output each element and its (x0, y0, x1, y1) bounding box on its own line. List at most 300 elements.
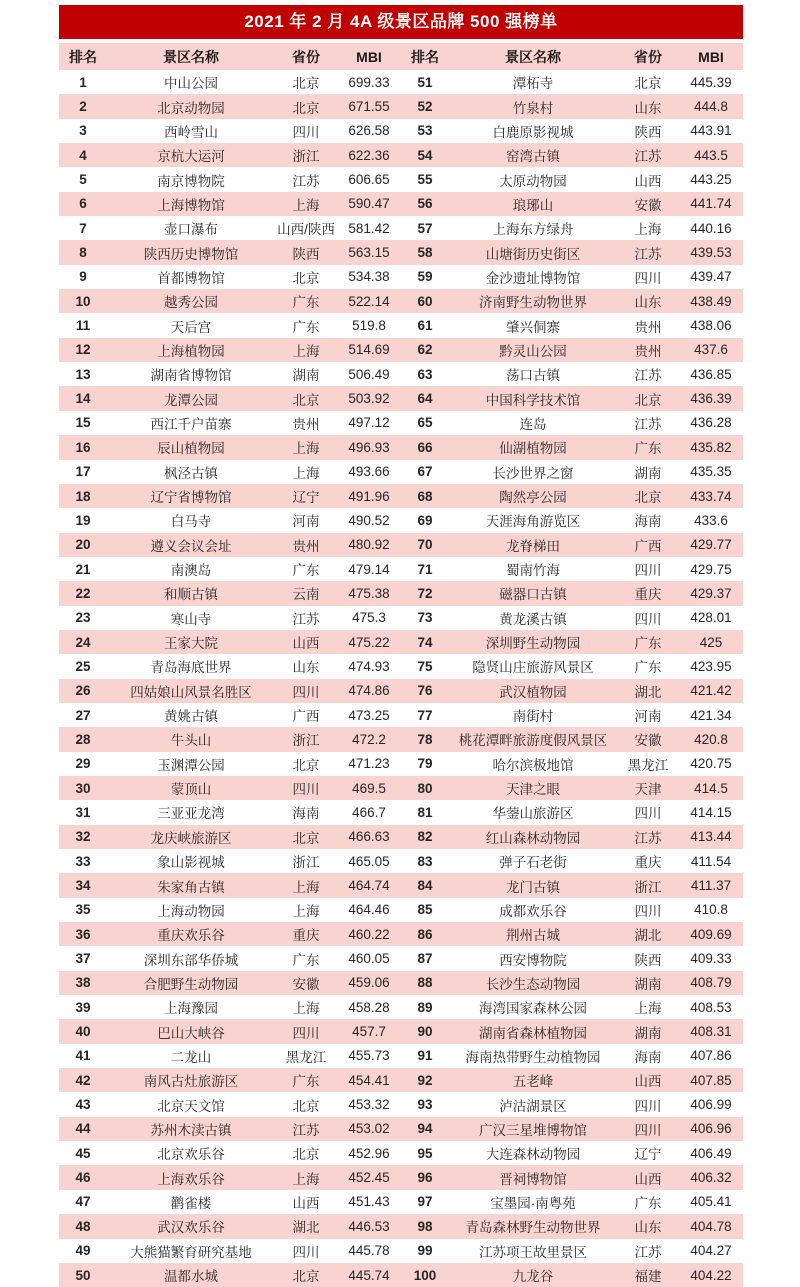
mbi-cell: 452.45 (337, 1165, 401, 1189)
province-cell: 云南 (275, 581, 337, 605)
table-row (59, 995, 743, 1019)
scenic-name-cell: 龙门古镇 (449, 873, 617, 897)
province-cell: 北京 (617, 484, 679, 508)
province-cell: 北京 (275, 94, 337, 118)
province-cell: 福建 (617, 1263, 679, 1287)
scenic-name-cell: 辽宁省博物馆 (107, 484, 275, 508)
province-cell: 重庆 (617, 581, 679, 605)
scenic-name-cell: 连岛 (519, 416, 547, 432)
rank-cell: 64 (401, 386, 449, 410)
rank-cell: 22 (59, 581, 107, 605)
province-cell: 陕西 (634, 124, 662, 140)
table-row (59, 192, 743, 216)
rank-cell: 79 (417, 756, 433, 772)
table-row (59, 1214, 743, 1238)
province-cell: 广西 (617, 533, 679, 557)
mbi-cell: 404.22 (679, 1263, 743, 1287)
rank-cell: 18 (59, 484, 107, 508)
mbi-cell: 466.63 (337, 825, 401, 849)
rank-cell: 5 (79, 172, 87, 188)
rank-cell: 4 (59, 143, 107, 167)
scenic-name-cell: 玉渊潭公园 (157, 757, 225, 773)
mbi-cell: 409.69 (679, 922, 743, 946)
province-cell: 广东 (617, 630, 679, 654)
rank-cell: 76 (401, 679, 449, 703)
province-cell: 山西 (634, 173, 662, 189)
scenic-name-cell: 青岛海底世界 (150, 660, 232, 676)
scenic-name-cell: 荡口古镇 (506, 368, 560, 384)
province-cell: 上海 (275, 1165, 337, 1189)
header-province-left: 省份 (275, 43, 337, 70)
table-row (59, 460, 743, 484)
province-cell: 广东 (292, 952, 320, 968)
scenic-name-cell: 寒山寺 (170, 611, 212, 627)
province-cell: 北京 (292, 757, 320, 773)
province-cell: 广东 (634, 1195, 662, 1211)
province-cell: 天津 (617, 776, 679, 800)
province-cell: 上海 (275, 338, 337, 362)
scenic-name-cell: 和顺古镇 (107, 581, 275, 605)
province-cell: 江苏 (617, 240, 679, 264)
province-cell: 河南 (292, 514, 320, 530)
mbi-cell: 441.74 (679, 192, 743, 216)
province-cell: 山东 (292, 660, 320, 676)
province-cell: 黑龙江 (285, 1049, 327, 1065)
rank-cell: 2 (59, 94, 107, 118)
province-cell: 浙江 (275, 143, 337, 167)
rank-cell: 36 (59, 922, 107, 946)
mbi-cell: 408.79 (679, 971, 743, 995)
province-cell: 浙江 (292, 855, 320, 871)
mbi-cell: 475.38 (337, 581, 401, 605)
mbi-cell: 471.23 (348, 756, 390, 772)
province-cell: 四川 (634, 806, 662, 822)
rank-cell: 1 (79, 74, 87, 90)
rank-cell: 29 (75, 756, 91, 772)
scenic-name-cell: 湖南省博物馆 (150, 368, 232, 384)
rank-cell: 31 (75, 804, 91, 820)
mbi-cell: 437.6 (679, 338, 743, 362)
table-row (59, 703, 743, 727)
mbi-cell: 420.75 (690, 756, 732, 772)
mbi-cell: 514.69 (337, 338, 401, 362)
ranking-table (59, 43, 743, 1287)
mbi-cell: 475.22 (337, 630, 401, 654)
rank-cell: 37 (75, 951, 91, 967)
scenic-name-cell: 济南野生动物世界 (449, 289, 617, 313)
rank-cell: 6 (59, 192, 107, 216)
scenic-name-cell: 京杭大运河 (107, 143, 275, 167)
mbi-cell: 454.41 (337, 1068, 401, 1092)
mbi-cell: 460.05 (348, 951, 390, 967)
table-row (59, 1019, 743, 1043)
header-province-right: 省份 (617, 43, 679, 70)
table-row (59, 167, 743, 191)
table-row (59, 898, 743, 922)
scenic-name-cell: 上海植物园 (107, 338, 275, 362)
scenic-name-cell: 象山影视城 (157, 855, 225, 871)
province-cell: 上海 (292, 903, 320, 919)
table-row (59, 70, 743, 94)
mbi-cell: 474.86 (337, 679, 401, 703)
mbi-cell: 436.28 (690, 415, 732, 431)
scenic-name-cell: 金沙遗址博物馆 (485, 270, 581, 286)
province-cell: 陕西 (275, 240, 337, 264)
mbi-cell: 406.32 (679, 1165, 743, 1189)
rank-cell: 20 (59, 533, 107, 557)
rank-cell: 33 (75, 853, 91, 869)
province-cell: 四川 (275, 776, 337, 800)
province-cell: 北京 (617, 386, 679, 410)
mbi-cell: 581.42 (348, 220, 390, 236)
table-row (59, 654, 743, 678)
rank-cell: 48 (59, 1214, 107, 1238)
rank-cell: 15 (75, 415, 91, 431)
mbi-cell: 433.6 (694, 512, 728, 528)
rank-cell: 65 (417, 415, 433, 431)
table-row (59, 313, 743, 337)
province-cell: 北京 (292, 270, 320, 286)
scenic-name-cell: 牛头山 (107, 727, 275, 751)
province-cell: 辽宁 (634, 1147, 662, 1163)
province-cell: 广东 (292, 319, 320, 335)
mbi-cell: 490.52 (348, 512, 390, 528)
province-cell: 广东 (275, 289, 337, 313)
rank-cell: 32 (59, 825, 107, 849)
province-cell: 四川 (634, 903, 662, 919)
scenic-name-cell: 成都欢乐谷 (499, 903, 567, 919)
mbi-cell: 622.36 (337, 143, 401, 167)
province-cell: 湖南 (617, 971, 679, 995)
rank-cell: 95 (417, 1145, 433, 1161)
province-cell: 广东 (634, 660, 662, 676)
scenic-name-cell: 陕西历史博物馆 (107, 240, 275, 264)
mbi-cell: 414.5 (679, 776, 743, 800)
table-row (59, 946, 743, 970)
table-row (59, 1263, 743, 1287)
mbi-cell: 459.06 (337, 971, 401, 995)
mbi-cell: 404.78 (679, 1214, 743, 1238)
province-cell: 河南 (634, 709, 662, 725)
rank-cell: 85 (417, 902, 433, 918)
province-cell: 四川 (634, 563, 662, 579)
rank-cell: 77 (417, 707, 433, 723)
province-cell: 贵州 (634, 319, 662, 335)
province-cell: 江苏 (617, 825, 679, 849)
province-cell: 四川 (634, 611, 662, 627)
scenic-name-cell: 首都博物馆 (157, 270, 225, 286)
rank-cell: 30 (59, 776, 107, 800)
rank-cell: 16 (59, 435, 107, 459)
rank-cell: 39 (75, 999, 91, 1015)
scenic-name-cell: 晋祠博物馆 (449, 1165, 617, 1189)
rank-cell: 71 (417, 561, 433, 577)
mbi-cell: 464.74 (337, 873, 401, 897)
mbi-cell: 475.3 (352, 610, 386, 626)
rank-cell: 12 (59, 338, 107, 362)
scenic-name-cell: 二龙山 (170, 1049, 212, 1065)
rank-cell: 53 (417, 123, 433, 139)
scenic-name-cell: 北京动物园 (107, 94, 275, 118)
mbi-cell: 444.8 (679, 94, 743, 118)
mbi-cell: 438.06 (690, 318, 732, 334)
rank-cell: 60 (401, 289, 449, 313)
rank-cell: 55 (417, 172, 433, 188)
province-cell: 江苏 (634, 1244, 662, 1260)
scenic-name-cell: 山塘街历史街区 (449, 240, 617, 264)
scenic-name-cell: 蜀南竹海 (506, 563, 560, 579)
province-cell: 北京 (275, 825, 337, 849)
province-cell: 湖北 (275, 1214, 337, 1238)
table-row (59, 143, 743, 167)
mbi-cell: 414.15 (690, 804, 732, 820)
scenic-name-cell: 青岛森林野生动物世界 (449, 1214, 617, 1238)
rank-cell: 92 (401, 1068, 449, 1092)
scenic-name-cell: 广汉三星堆博物馆 (449, 1117, 617, 1141)
rank-cell: 13 (75, 366, 91, 382)
table-row (59, 240, 743, 264)
province-cell: 江苏 (634, 416, 662, 432)
mbi-cell: 433.74 (679, 484, 743, 508)
rank-cell: 42 (59, 1068, 107, 1092)
table-row (59, 971, 743, 995)
table-row (59, 1092, 743, 1116)
mbi-cell: 438.49 (679, 289, 743, 313)
table-row (59, 776, 743, 800)
province-cell: 山东 (617, 1214, 679, 1238)
province-cell: 山西 (617, 1165, 679, 1189)
scenic-name-cell: 合肥野生动物园 (107, 971, 275, 995)
scenic-name-cell: 中国科学技术馆 (449, 386, 617, 410)
province-cell: 山东 (617, 289, 679, 313)
scenic-name-cell: 朱家角古镇 (107, 873, 275, 897)
mbi-cell: 411.54 (690, 853, 732, 869)
scenic-name-cell: 荆州古城 (449, 922, 617, 946)
rank-cell: 73 (417, 610, 433, 626)
rank-cell: 19 (75, 512, 91, 528)
rank-cell: 24 (59, 630, 107, 654)
province-cell: 贵州 (275, 533, 337, 557)
rank-cell: 62 (401, 338, 449, 362)
province-cell: 山西 (275, 630, 337, 654)
header-scenic-name-right: 景区名称 (449, 43, 617, 70)
scenic-name-cell: 蒙顶山 (107, 776, 275, 800)
mbi-cell: 404.27 (690, 1243, 732, 1259)
scenic-name-cell: 南风古灶旅游区 (107, 1068, 275, 1092)
province-cell: 上海 (275, 873, 337, 897)
mbi-cell: 429.77 (679, 533, 743, 557)
rank-cell: 17 (75, 464, 91, 480)
table-row (59, 1190, 743, 1214)
scenic-name-cell: 北京欢乐谷 (157, 1147, 225, 1163)
scenic-name-cell: 苏州木渎古镇 (107, 1117, 275, 1141)
province-cell: 海南 (634, 514, 662, 530)
province-cell: 浙江 (617, 873, 679, 897)
province-cell: 浙江 (275, 727, 337, 751)
rank-cell: 96 (401, 1165, 449, 1189)
rank-cell: 9 (79, 269, 87, 285)
rank-cell: 40 (59, 1019, 107, 1043)
scenic-name-cell: 温都水城 (107, 1263, 275, 1287)
table-row (59, 922, 743, 946)
scenic-name-cell: 九龙谷 (449, 1263, 617, 1287)
mbi-cell: 457.7 (337, 1019, 401, 1043)
mbi-cell: 406.96 (679, 1117, 743, 1141)
rank-cell: 83 (417, 853, 433, 869)
rank-cell: 26 (59, 679, 107, 703)
table-row (59, 727, 743, 751)
table-row (59, 289, 743, 313)
mbi-cell: 606.65 (348, 172, 390, 188)
scenic-name-cell: 枫泾古镇 (164, 465, 218, 481)
mbi-cell: 465.05 (348, 853, 390, 869)
table-row (59, 849, 743, 873)
table-row (59, 484, 743, 508)
scenic-name-cell: 宝墨园·南粤苑 (490, 1195, 576, 1211)
table-row (59, 873, 743, 897)
rank-cell: 93 (417, 1097, 433, 1113)
mbi-cell: 473.25 (348, 707, 390, 723)
rank-cell: 46 (59, 1165, 107, 1189)
province-cell: 辽宁 (275, 484, 337, 508)
table-row (59, 557, 743, 581)
province-cell: 山西 (617, 1068, 679, 1092)
scenic-name-cell: 桃花潭畔旅游度假风景区 (449, 727, 617, 751)
rank-cell: 28 (59, 727, 107, 751)
scenic-name-cell: 陶然亭公园 (449, 484, 617, 508)
table-row (59, 606, 743, 630)
table-row (59, 581, 743, 605)
mbi-cell: 405.41 (690, 1194, 732, 1210)
mbi-cell: 534.38 (348, 269, 390, 285)
table-row (59, 94, 743, 118)
rank-cell: 57 (417, 220, 433, 236)
mbi-cell: 451.43 (348, 1194, 390, 1210)
province-cell: 重庆 (275, 922, 337, 946)
scenic-name-cell: 白鹿原影视城 (492, 124, 574, 140)
rank-cell: 47 (75, 1194, 91, 1210)
rank-cell: 7 (79, 220, 87, 236)
scenic-name-cell: 上海博物馆 (107, 192, 275, 216)
rank-cell: 11 (75, 318, 91, 334)
scenic-name-cell: 深圳东部华侨城 (143, 952, 239, 968)
page-title: 2021 年 2 月 4A 级景区品牌 500 强榜单 (59, 5, 743, 39)
rank-cell: 3 (79, 123, 87, 139)
rank-cell: 89 (417, 999, 433, 1015)
province-cell: 广东 (617, 435, 679, 459)
mbi-cell: 439.53 (679, 240, 743, 264)
rank-cell: 23 (75, 610, 91, 626)
rank-cell: 43 (75, 1097, 91, 1113)
scenic-name-cell: 隐贤山庄旅游风景区 (472, 660, 594, 676)
province-cell: 江苏 (617, 143, 679, 167)
scenic-name-cell: 泸沽湖景区 (499, 1098, 567, 1114)
table-row (59, 1117, 743, 1141)
province-cell: 黑龙江 (627, 757, 669, 773)
scenic-name-cell: 磁器口古镇 (449, 581, 617, 605)
scenic-name-cell: 上海欢乐谷 (107, 1165, 275, 1189)
mbi-cell: 464.46 (348, 902, 390, 918)
mbi-cell: 425 (679, 630, 743, 654)
province-cell: 上海 (292, 465, 320, 481)
scenic-name-cell: 肇兴侗寨 (506, 319, 560, 335)
mbi-cell: 453.32 (348, 1097, 390, 1113)
rank-cell: 97 (417, 1194, 433, 1210)
scenic-name-cell: 华蓥山旅游区 (492, 806, 574, 822)
scenic-name-cell: 壶口瀑布 (164, 222, 218, 238)
scenic-name-cell: 南澳岛 (170, 563, 212, 579)
rank-cell: 78 (401, 727, 449, 751)
table-row (59, 630, 743, 654)
rank-cell: 100 (401, 1263, 449, 1287)
scenic-name-cell: 南街村 (512, 709, 554, 725)
scenic-name-cell: 弹子石老街 (499, 855, 567, 871)
mbi-cell: 411.37 (679, 873, 743, 897)
province-cell: 贵州 (617, 338, 679, 362)
mbi-cell: 443.25 (690, 172, 732, 188)
table-row (59, 386, 743, 410)
province-cell: 江苏 (634, 368, 662, 384)
scenic-name-cell: 龙脊梯田 (449, 533, 617, 557)
scenic-name-cell: 大连森林动物园 (485, 1147, 581, 1163)
mbi-cell: 413.44 (679, 825, 743, 849)
mbi-cell: 493.66 (348, 464, 390, 480)
mbi-cell: 439.47 (690, 269, 732, 285)
mbi-cell: 522.14 (337, 289, 401, 313)
table-row (59, 825, 743, 849)
scenic-name-cell: 黄姚古镇 (164, 709, 218, 725)
mbi-cell: 429.75 (690, 561, 732, 577)
mbi-cell: 699.33 (348, 74, 390, 90)
province-cell: 四川 (275, 679, 337, 703)
rank-cell: 72 (401, 581, 449, 605)
mbi-cell: 420.8 (679, 727, 743, 751)
province-cell: 上海 (275, 435, 337, 459)
table-row (59, 1165, 743, 1189)
scenic-name-cell: 海南热带野生动植物园 (465, 1049, 601, 1065)
scenic-name-cell: 上海动物园 (157, 903, 225, 919)
province-cell: 北京 (634, 76, 662, 92)
table-row (59, 1044, 743, 1068)
province-cell: 上海 (634, 222, 662, 238)
table-row (59, 265, 743, 289)
province-cell: 广东 (292, 563, 320, 579)
scenic-name-cell: 哈尔滨极地馆 (492, 757, 574, 773)
rank-cell: 34 (59, 873, 107, 897)
mbi-cell: 453.02 (337, 1117, 401, 1141)
rank-cell: 75 (417, 658, 433, 674)
scenic-name-cell: 天津之眼 (449, 776, 617, 800)
scenic-name-cell: 鹳雀楼 (170, 1195, 212, 1211)
rank-cell: 41 (75, 1048, 91, 1064)
mbi-cell: 466.7 (352, 804, 386, 820)
table-row (59, 411, 743, 435)
rank-cell: 49 (75, 1243, 91, 1259)
province-cell: 湖北 (617, 922, 679, 946)
scenic-name-cell: 重庆欢乐谷 (107, 922, 275, 946)
scenic-name-cell: 太原动物园 (499, 173, 567, 189)
scenic-name-cell: 四姑娘山风景名胜区 (107, 679, 275, 703)
province-cell: 江苏 (292, 611, 320, 627)
scenic-name-cell: 天涯海角游览区 (485, 514, 581, 530)
mbi-cell: 407.86 (690, 1048, 732, 1064)
rank-cell: 35 (75, 902, 91, 918)
mbi-cell: 455.73 (348, 1048, 390, 1064)
scenic-name-cell: 上海东方绿舟 (492, 222, 574, 238)
mbi-cell: 436.85 (690, 366, 732, 382)
province-cell: 上海 (292, 1001, 320, 1017)
province-cell: 四川 (634, 270, 662, 286)
